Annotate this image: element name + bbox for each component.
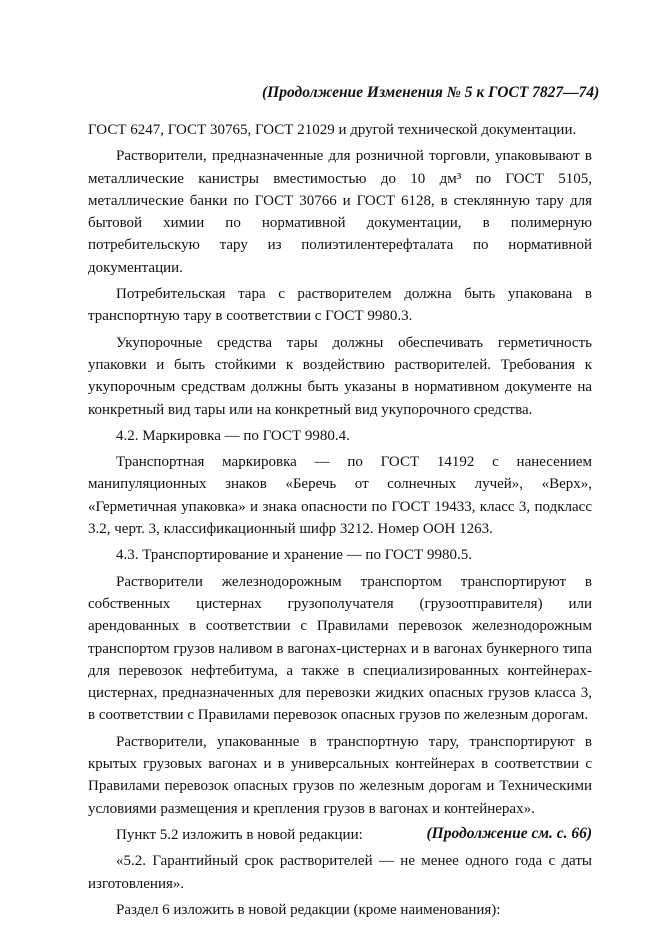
paragraph-11: «5.2. Гарантийный срок растворителей — не менее одного года с даты изготовления». <box>88 853 592 892</box>
paragraph-1: ГОСТ 6247, ГОСТ 30765, ГОСТ 21029 и другой технической документации. <box>88 122 577 138</box>
page-header: (Продолжение Изменения № 5 к ГОСТ 7827—74) <box>262 84 600 101</box>
paragraph-7: 4.3. Транспортирование и хранение — по ГОСТ 9980.5. <box>116 547 472 564</box>
paragraph-2: Растворители, предназначенные для розничной торговли, упаковывают в металлические канистры вместимостью до 10 дм³ по ГОСТ 5105, металлические банки по ГОСТ 30766 и ГОСТ 6128, в стеклянную тару для бытовой химии по нормативной документации, в полимерную потребительскую тару из полиэтилентерефталата по нормативной документации. <box>88 148 592 276</box>
paragraph-6: Транспортная маркировка — по ГОСТ 14192 с нанесением манипуляционных знаков «Беречь от солнечных лучей», «Верх», «Герметичная упаковка» и знака опасности по ГОСТ 19433, класс 3, подкласс 3.2, черт. 3, классификационный шифр 3212. Номер ООН 1263. <box>88 454 592 538</box>
body-text <box>88 119 592 925</box>
page-footer: (Продолжение см. с. 66) <box>426 825 592 842</box>
paragraph-9: Растворители, упакованные в транспортную тару, транспортируют в крытых грузовых вагонах и в универсальных контейнерах в соответствии с Правилами перевозок опасных грузов по железным дорогам и Техническими условиями размещения и крепления грузов в вагонах и контейнерах». <box>88 733 592 817</box>
paragraph-10: Пункт 5.2 изложить в новой редакции: <box>116 826 363 843</box>
paragraph-4: Укупорочные средства тары должны обеспечивать герметичность упаковки и быть стойкими к воздействию растворителей. Требования к укупорочным средствам должны быть указаны в нормативном документе на конкретный вид тары или на конкретный вид укупорочного средства. <box>88 334 592 418</box>
paragraph-12: Раздел 6 изложить в новой редакции (кроме наименования): <box>116 901 501 918</box>
paragraph-3: Потребительская тара с растворителем должна быть упакована в транспортную тару в соответствии с ГОСТ 9980.3. <box>88 286 592 325</box>
paragraph-8: Растворители железнодорожным транспортом транспортируют в собственных цистернах грузополучателя (грузоотправителя) или арендованных в соответствии с Правилами перевозок железнодорожным транспортом грузов наливом в вагонах-цистернах и в вагонах бункерного типа для перевозок нефтебитума, а также в специализированных контейнерах-цистернах, предназначенных для перевозки жидких опасных грузов класса 3, в соответствии с Правилами перевозок опасных грузов по железным дорогам. <box>88 573 592 724</box>
paragraph-5: 4.2. Маркировка — по ГОСТ 9980.4. <box>116 427 350 444</box>
